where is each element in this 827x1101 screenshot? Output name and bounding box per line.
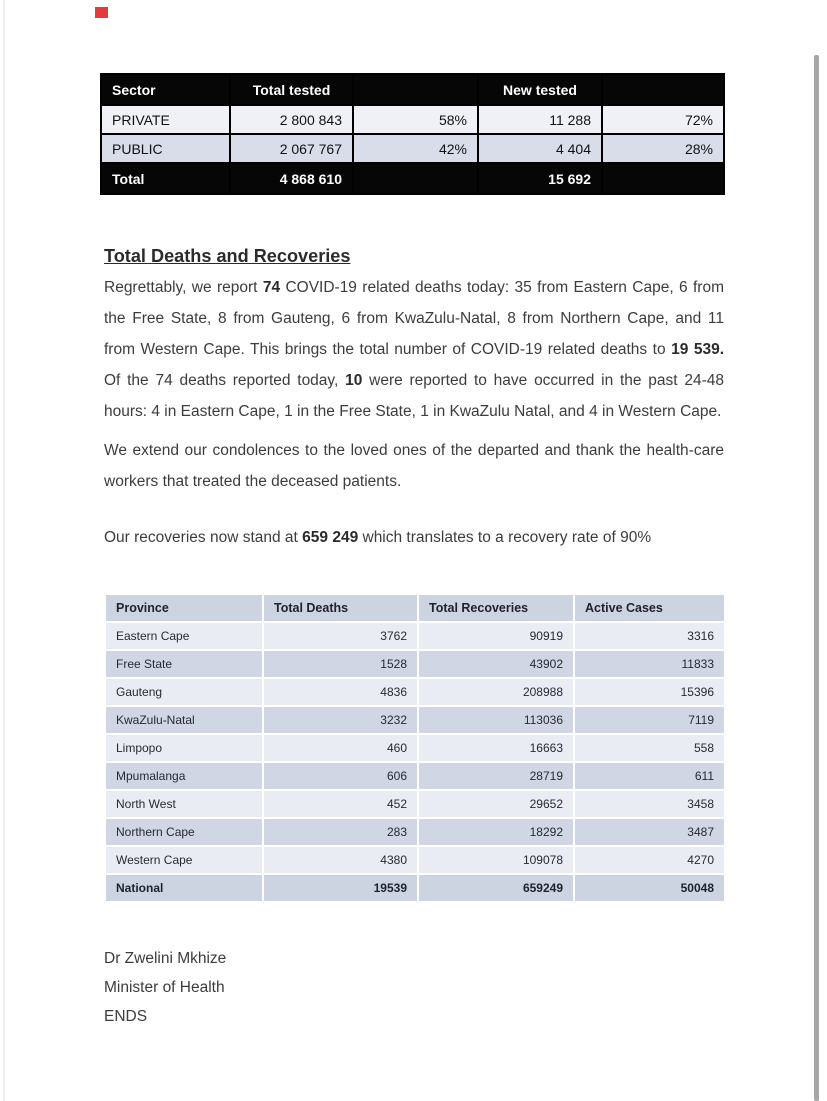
cell: 7119 — [574, 706, 725, 734]
cell: Limpopo — [105, 734, 263, 762]
table-row — [105, 706, 725, 734]
cell: 2 067 767 — [230, 134, 353, 163]
cell: 11833 — [574, 650, 725, 678]
cell: Free State — [105, 650, 263, 678]
signature-block — [104, 944, 226, 1031]
cell: 4270 — [574, 846, 725, 874]
cell: 452 — [263, 790, 418, 818]
recoveries-line — [104, 522, 724, 553]
cell: 4 404 — [478, 134, 602, 163]
cell: 19539 — [263, 874, 418, 902]
cell: 15396 — [574, 678, 725, 706]
cell: 558 — [574, 734, 725, 762]
cell: 11 288 — [478, 105, 602, 134]
cell: 109078 — [418, 846, 574, 874]
text-run: COVID-19 related deaths today: 35 from Eastern Cape, 6 from the Free State, 8 from Gauteng, 6 from KwaZulu-Natal, 8 from Northern Cape, and 11 from Western Cape. This brings the total number of COVID-19 related deaths to — [104, 279, 724, 358]
cell: 659249 — [418, 874, 574, 902]
cell: 28% — [602, 134, 724, 163]
cell: Gauteng — [105, 678, 263, 706]
cell: 72% — [602, 105, 724, 134]
text-run: were reported to have occurred in the past 24-48 hours: 4 in Eastern Cape, 1 in the Free State, 1 in KwaZulu Natal, and 4 in Western Cape. — [104, 372, 724, 420]
table-row — [105, 818, 725, 846]
table-row — [105, 678, 725, 706]
cell: National — [105, 874, 263, 902]
cell: 606 — [263, 762, 418, 790]
cell: 208988 — [418, 678, 574, 706]
signature-title: Minister of Health — [104, 979, 225, 996]
cell: KwaZulu-Natal — [105, 706, 263, 734]
cell: 58% — [353, 105, 478, 134]
cell: 43902 — [418, 650, 574, 678]
cell — [353, 163, 478, 194]
cell: 4836 — [263, 678, 418, 706]
table-row — [105, 734, 725, 762]
text-run: Regrettably, we report — [104, 279, 263, 296]
deaths-section — [104, 241, 724, 553]
cell: Province — [105, 594, 263, 622]
text-run: which translates to a recovery rate of 90% — [358, 529, 652, 546]
highlight-number: 10 — [345, 372, 363, 389]
cell: North West — [105, 790, 263, 818]
scrollbar-thumb[interactable] — [814, 55, 819, 1101]
total-row — [101, 163, 724, 194]
cell: 16663 — [418, 734, 574, 762]
signature-ends: ENDS — [104, 1008, 148, 1025]
deaths-paragraph — [104, 272, 724, 427]
cell: 1528 — [263, 650, 418, 678]
cell: 3762 — [263, 622, 418, 650]
cell: 4 868 610 — [230, 163, 353, 194]
testing-sector-table — [100, 73, 725, 195]
cell: Total Deaths — [263, 594, 418, 622]
highlight-number: 74 — [262, 279, 281, 296]
cell: 15 692 — [478, 163, 602, 194]
testing-table-header — [101, 74, 724, 105]
cell: 611 — [574, 762, 725, 790]
cell: Total Recoveries — [418, 594, 574, 622]
table-header-row — [105, 594, 725, 622]
cell: 460 — [263, 734, 418, 762]
province-stats-table — [104, 593, 726, 903]
cell: 3232 — [263, 706, 418, 734]
cell: 29652 — [418, 790, 574, 818]
text-run: Our recoveries now stand at — [104, 529, 303, 546]
cell: 2 800 843 — [230, 105, 353, 134]
cell: 283 — [263, 818, 418, 846]
province-table-header — [105, 594, 725, 622]
table-row — [101, 105, 724, 134]
highlight-number: 19 539. — [671, 341, 724, 358]
cell: 3458 — [574, 790, 725, 818]
cell: New tested — [478, 74, 602, 105]
cell: Total — [101, 163, 230, 194]
cell: Active Cases — [574, 594, 725, 622]
cell: 3316 — [574, 622, 725, 650]
table-row — [101, 134, 724, 163]
cell — [353, 74, 478, 105]
cell: 50048 — [574, 874, 725, 902]
cell: Northern Cape — [105, 818, 263, 846]
cell — [602, 74, 724, 105]
signature-name: Dr Zwelini Mkhize — [104, 950, 227, 967]
cell: PUBLIC — [101, 134, 230, 163]
cell: 3487 — [574, 818, 725, 846]
page-edge-line — [3, 0, 5, 1101]
condolence-paragraph: We extend our condolences to the loved ones of the departed and thank the health-care workers that treated the deceased patients. — [104, 442, 724, 490]
cell: 113036 — [418, 706, 574, 734]
table-row — [105, 650, 725, 678]
cell: Eastern Cape — [105, 622, 263, 650]
cell: 28719 — [418, 762, 574, 790]
text-run: Of the 74 deaths reported today, — [104, 372, 346, 389]
cell — [602, 163, 724, 194]
red-marker — [95, 7, 108, 18]
cell: Total tested — [230, 74, 353, 105]
cell: 4380 — [263, 846, 418, 874]
cell: 90919 — [418, 622, 574, 650]
table-row — [105, 846, 725, 874]
cell: Sector — [101, 74, 230, 105]
section-heading: Total Deaths and Recoveries — [104, 246, 351, 266]
highlight-number: 659 249 — [302, 529, 359, 546]
table-row — [105, 762, 725, 790]
cell: 42% — [353, 134, 478, 163]
cell: Mpumalanga — [105, 762, 263, 790]
table-row — [105, 622, 725, 650]
cell: 18292 — [418, 818, 574, 846]
cell: Western Cape — [105, 846, 263, 874]
cell: PRIVATE — [101, 105, 230, 134]
national-row — [105, 874, 725, 902]
table-header-row — [101, 74, 724, 105]
table-row — [105, 790, 725, 818]
